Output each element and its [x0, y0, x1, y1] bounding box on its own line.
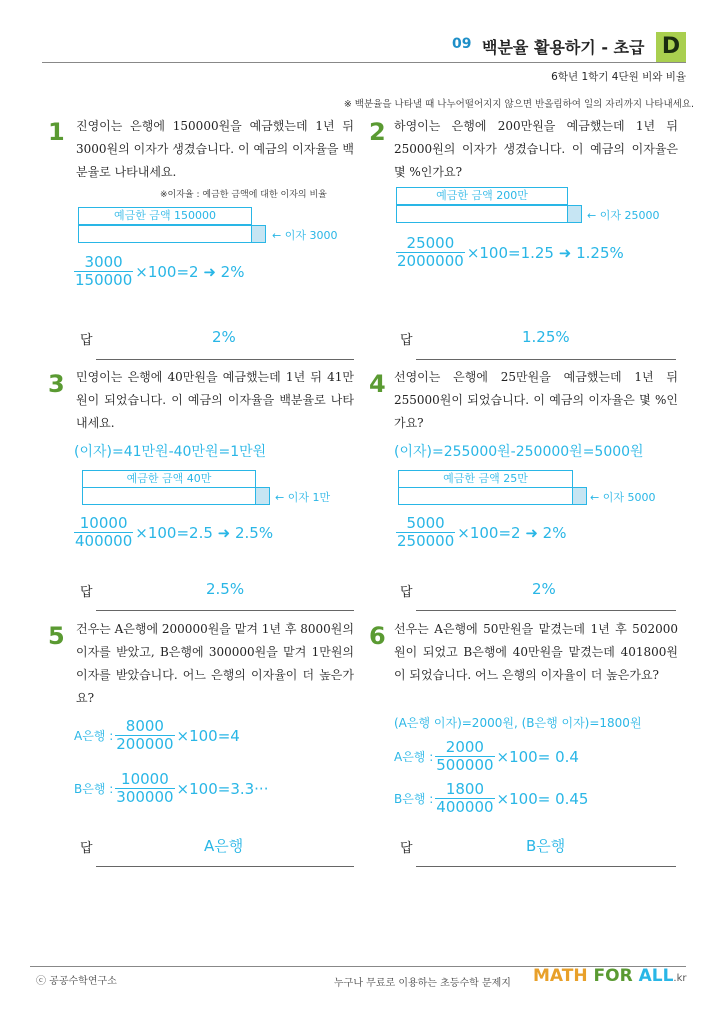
calc-result: ×100=1.25 ➜ 1.25%: [466, 243, 624, 262]
denominator: 250000: [397, 532, 455, 550]
problem-text: 민영이는 은행에 40만원을 예금했는데 1년 뒤 41만원이 되었습니다. 이 예금의 이자율을 백분율로 나타내세요.: [76, 370, 354, 430]
logo-for: FOR: [593, 966, 633, 986]
denominator: 400000: [436, 798, 494, 816]
answer-label: 답: [80, 333, 93, 348]
bank-b-calc: [394, 781, 588, 816]
deposit-bar: [78, 225, 252, 243]
worksheet-title: 백분율 활용하기 - 초급: [482, 38, 645, 57]
level-badge: D: [656, 32, 686, 62]
fraction-calc: [74, 254, 244, 289]
problem-number: 2: [369, 118, 386, 146]
bank-b-label: B은행 :: [74, 782, 114, 796]
problem-number: 5: [48, 622, 65, 650]
interest-label: ← 이자 1만: [275, 491, 331, 504]
answer-value: 2%: [532, 580, 556, 598]
answer-line: [416, 610, 676, 611]
numerator: 3000: [84, 253, 123, 271]
logo-kr: .kr: [673, 973, 687, 984]
answer-label: 답: [80, 841, 93, 856]
logo-math: MATH: [533, 966, 588, 986]
bank-a-calc: [74, 718, 240, 753]
numerator: 5000: [406, 514, 445, 532]
logo-all: ALL: [638, 966, 674, 986]
bank-b-label: B은행 :: [394, 792, 434, 806]
interest-bar: [572, 487, 587, 505]
interest-calc: (이자)=255000원-250000원=5000원: [394, 444, 644, 460]
problem-number: 1: [48, 118, 65, 146]
numerator: 25000: [406, 234, 455, 252]
interest-calc: (이자)=41만원-40만원=1만원: [74, 444, 267, 460]
interest-bar: [251, 225, 266, 243]
answer-value: 2.5%: [206, 580, 245, 598]
fraction-calc: [396, 515, 566, 550]
answer-label: 답: [400, 585, 413, 600]
answer-label: 답: [80, 585, 93, 600]
deposit-bar-label: 예금한 금액 150000: [78, 207, 252, 225]
problem-text: 선우는 A은행에 50만원을 맡겼는데 1년 후 502000원이 되었고 B은행에 40만원을 맡겼는데 401800원이 되었습니다. 어느 은행의 이자율이 더 높은가요?: [394, 622, 678, 682]
numerator: 8000: [125, 717, 164, 735]
interest-label: ← 이자 3000: [272, 229, 338, 242]
answer-label: 답: [400, 841, 413, 856]
numerator: 2000: [445, 738, 484, 756]
denominator: 400000: [75, 532, 133, 550]
problem-number: 4: [369, 370, 386, 398]
calc-result: ×100=4: [176, 726, 240, 745]
calc-result: ×100=2 ➜ 2%: [135, 262, 245, 281]
worksheet-number: 09: [452, 36, 472, 52]
footer-tagline: 누구나 무료로 이용하는 초등수학 문제지: [334, 978, 511, 989]
deposit-bar: [396, 205, 568, 223]
bank-b-calc: [74, 771, 268, 806]
worksheet-subtitle: 6학년 1학기 4단원 비와 비율: [551, 71, 686, 83]
answer-label: 답: [400, 333, 413, 348]
problem-text: 진영이는 은행에 150000원을 예금했는데 1년 뒤 3000원의 이자가 생겼습니다. 이 예금의 이자율을 백분율로 나타내세요.: [76, 119, 354, 179]
interest-bar: [567, 205, 582, 223]
denominator: 500000: [436, 756, 494, 774]
interest-label: ← 이자 25000: [587, 209, 660, 222]
denominator: 300000: [116, 788, 174, 806]
calc-result: ×100= 0.45: [496, 789, 589, 808]
answer-line: [416, 359, 676, 360]
deposit-bar-label: 예금한 금액 25만: [398, 470, 573, 488]
denominator: 150000: [75, 271, 133, 289]
calc-result: ×100=2 ➜ 2%: [457, 523, 567, 542]
header-divider: [42, 62, 686, 63]
fraction-calc: [396, 235, 624, 270]
interest-label: ← 이자 5000: [590, 491, 656, 504]
answer-line: [96, 610, 354, 611]
interest-rate-note: ※이자율 : 예금한 금액에 대한 이자의 비율: [160, 190, 327, 200]
answer-value: 1.25%: [522, 328, 570, 346]
problem-number: 6: [369, 622, 386, 650]
answer-value: B은행: [526, 837, 566, 855]
bank-a-label: A은행 :: [394, 750, 434, 764]
calc-result: ×100=2.5 ➜ 2.5%: [135, 523, 274, 542]
answer-line: [416, 866, 676, 867]
problem-number: 3: [48, 370, 65, 398]
deposit-bar: [398, 487, 573, 505]
numerator: 1800: [445, 780, 484, 798]
denominator: 2000000: [397, 252, 464, 270]
copyright: ⓒ 공공수학연구소: [36, 976, 117, 987]
calc-result: ×100=3.3···: [176, 779, 269, 798]
numerator: 10000: [79, 514, 128, 532]
mathforall-logo: [533, 966, 687, 986]
deposit-bar-label: 예금한 금액 40만: [82, 470, 256, 488]
answer-value: A은행: [204, 837, 244, 855]
numerator: 10000: [121, 770, 169, 788]
interest-bar: [255, 487, 270, 505]
denominator: 200000: [116, 735, 174, 753]
problem-text: 선영이는 은행에 25만원을 예금했는데 1년 뒤 255000원이 되었습니다. 이 예금의 이자율은 몇 %인가요?: [394, 370, 678, 430]
rounding-note: ※ 백분율을 나타낼 때 나누어떨어지지 않으면 반올림하여 일의 자리까지 나타내세요.: [343, 99, 694, 110]
problem-text: 건우는 A은행에 200000원을 맡겨 1년 후 8000원의 이자를 받았고, B은행에 300000원을 맡겨 1만원의 이자를 받았습니다. 어느 은행의 이자율이 더 높은가요?: [76, 622, 354, 705]
bank-a-calc: [394, 739, 579, 774]
fraction-calc: [74, 515, 273, 550]
calc-result: ×100= 0.4: [496, 747, 579, 766]
deposit-bar: [82, 487, 256, 505]
answer-value: 2%: [212, 328, 236, 346]
answer-line: [96, 359, 354, 360]
answer-line: [96, 866, 354, 867]
interest-calc: (A은행 이자)=2000원, (B은행 이자)=1800원: [394, 716, 642, 730]
deposit-bar-label: 예금한 금액 200만: [396, 187, 568, 205]
problem-text: 하영이는 은행에 200만원을 예금했는데 1년 뒤 25000원의 이자가 생겼습니다. 이 예금의 이자율은 몇 %인가요?: [394, 119, 678, 179]
bank-a-label: A은행 :: [74, 729, 114, 743]
